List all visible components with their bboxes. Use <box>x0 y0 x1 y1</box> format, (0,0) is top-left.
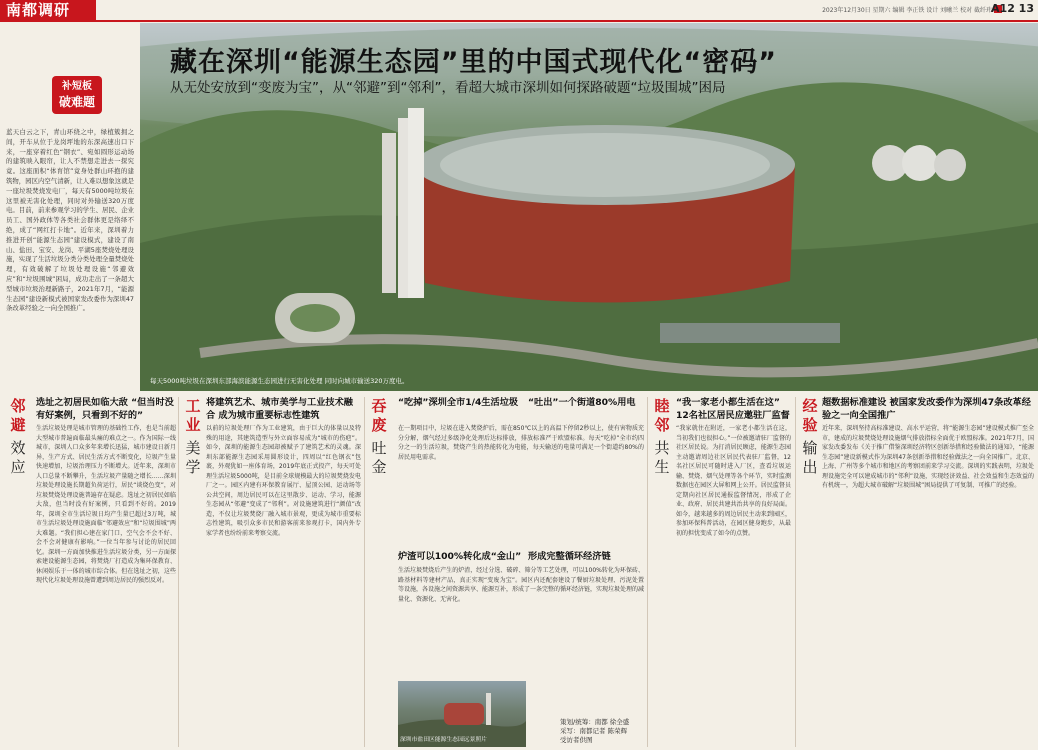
section-body-3a: 在一期项目中，垃圾在进入焚烧炉后，需在850℃以上的高温下停留2秒以上，使有害物质充分分解，烟气经过多级净化处理后达标排放，排放标准严于欧盟标准。每天“吃掉”全市约四分之一的生活垃圾，焚烧产生的热能转化为电能，每天输送的电量可满足一个街道约80%的居民用电需求。 <box>398 425 644 461</box>
section-body-2: 以前的垃圾处理厂作为工业建筑，由于巨大的体量以及特殊的用途，其建筑造型与外立面容易成为“城市的伤疤”。如今，深圳的能源生态园却被赋予了建筑艺术的灵魂。深圳东部能源生态园采用圆形设计，四周以“红色钢衣”包裹，外观犹如一座体育场，2019年底正式投产，每天可处理生活垃圾5000吨，是目前全球规模最大的垃圾焚烧发电厂之一。园区内建有环保教育展厅、屋顶公园、运动场等公共空间，周边居民可以在这里散步、运动、学习，能源生态园从“邻避”变成了“邻利”。对设施建筑进行“颜值”改造，不仅让垃圾焚烧厂融入城市景观，更成为城市重要标志性建筑，吸引众多市民和游客前来参观打卡，国内外专家学者也纷纷前来考察交流。 <box>206 425 361 537</box>
section-title-4: “我一家老小都生活在这” 12名社区居民应邀驻厂监督 <box>676 397 790 421</box>
inset-photo <box>398 681 526 747</box>
header-info: 2023年12月30日 星期六 编辑 李正铁 设计 刘曦兰 校对 截纤玮 <box>822 7 992 14</box>
column-divider <box>364 397 365 747</box>
section-title-3b: “吐出”一个街道80%用电 <box>528 397 636 408</box>
section-body-4: “我家就住在附近，一家老小都生活在这，当初我们也很担心。”一位被邀请驻厂监督的社区居民说。为打消居民顾虑，能源生态园主动邀请周边社区居民代表驻厂监督，12名社区居民可随时进入厂区，查看垃圾运输、焚烧、烟气处理等各个环节，实时监测数据也在园区大屏和网上公开。居民监督员定期向社区居民通报监督情况，形成了企业、政府、居民共建共治共享的良好局面。如今，越来越多的周边居民主动来到园区，参加环保科普活动，在园区健身跑步，从最初的担忧变成了如今的点赞。 <box>676 425 791 537</box>
section-subtitle-3b: 形成完整循环经济链 <box>528 551 611 562</box>
column-divider <box>795 397 796 747</box>
series-badge <box>52 76 102 114</box>
section-label-4: 睦邻 共生 <box>654 397 670 476</box>
section-masthead: 南都调研 <box>0 0 96 20</box>
section-label-3: 吞废 吐金 <box>371 397 387 476</box>
section-label-5: 经验 输出 <box>802 397 818 476</box>
section-title-1: 选址之初居民如临大敌 “但当时没有好案例，只看到不好的” <box>36 397 174 421</box>
section-body-3b: 生活垃圾焚烧后产生的炉渣，经过分选、破碎、筛分等工艺处理，可以100%转化为环保砖、路基材料等建材产品，真正实现“变废为宝”。园区内还配套建设了餐厨垃圾处理、污泥处置等设施，各设施之间资源共享、能源互补，形成了一条完整的循环经济链，实现垃圾处理的减量化、资源化、无害化。 <box>398 567 644 603</box>
section-body-5: 近年来，深圳坚持高标准建设、高水平运营，将“能源生态园”建设模式推广至全市，建成的垃圾焚烧处理设施烟气排放指标全面优于欧盟标准。2021年7月，国家发改委发布《关于推广借鉴深圳经济特区创新举措和经验做法的通知》，“能源生态园”建设新模式作为深圳47条创新举措和经验做法之一向全国推广。北京、上海、广州等多个城市和地区的考察团前来学习交流。深圳的实践表明，垃圾处理设施完全可以建成城市的“邻利”设施，实现经济效益、社会效益和生态效益的有机统一，为超大城市破解“垃圾围城”困局提供了可复制、可推广的经验。 <box>822 425 1034 489</box>
header-rule <box>0 20 1038 22</box>
section-title-5: 超数据标准建设 被国家发改委作为深圳47条改革经验之一向全国推广 <box>822 397 1031 421</box>
credits: 策划/统筹：南都 徐全盛 采写：南都记者 陈荣辉 受访者供图 <box>560 718 630 744</box>
badge-line2: 破难题 <box>58 95 95 109</box>
section-subtitle-3a: 炉渣可以100%转化成“金山” <box>398 551 522 562</box>
column-divider <box>178 397 179 747</box>
intro-text: 蓝天白云之下，青山环绕之中，绿植簇拥之间，开车从位于龙岗坪地的东深高速出口下来，一座穿着红色“钢衣”、宛如圆形运动场的建筑映入眼帘，让人不禁想走进去一探究竟。这座面积“体育馆”竟身处群山环抱的建筑物，园区内空气清新，让人难以想象这就是一座垃圾焚烧发电厂，每天有5000吨垃圾在这里被无害化处理，同时对外输送320万度电。目前，前来参观学习的学生、居民、企业员工、国外政体等各类社会群体更是络绎不绝，成了“网红打卡地”。近年来，深圳着力推进开创“能源生态园”建设模式，建设了南山、盐田、宝安、龙岗、平湖5座焚烧处理设施，实现了生活垃圾分类分类处理全量焚烧处理，有效破解了垃圾处理设施“邻避效应”和“垃圾围城”困局，成功走出了一条超大型城市垃圾治理新路子，2021年7月，“能源生态园”建设新模式被国家发改委作为深圳47条改革经验之一向全国推广。 <box>6 128 134 313</box>
hero-caption: 每天5000吨垃圾在深圳东部海滨能源生态园进行无害化处理 同时向城市输送320万度电。 <box>150 377 409 385</box>
column-divider <box>647 397 648 747</box>
section-body-1: 生活垃圾处理是城市管理的基础性工作，也是当前超大型城市普遍面临最头痛的难点之一。作为国际一线城市，深圳人口众多年来增长迅猛，城市建设日新月异，生产方式、居民生活方式不断变化，垃圾产生量快速增加，垃圾治理压力不断增大。近年来，深圳市人口总量不断攀升，生活垃圾产量随之增长……深圳垃圾处理设施长期超负荷运行，居民“谈烧色变”，对垃圾焚烧处理设施普遍存在疑虑。选址之初居民如临大敌，但当时没有好案例，只看到不好的。2019年，深圳全市生活垃圾日均产生量已超过3万吨，城市生活垃圾处理设施面临“邻避效应”和“垃圾围城”两大难题。“我们担心建在家门口，空气会不会不好、会不会对健康有影响。”一位当年参与讨论的居民回忆。深圳一方面加快推进生活垃圾分类，另一方面探索建设能源生态园，将焚烧厂打造成为集环保教育、休闲娱乐于一体的城市综合体。但在选址之初，这些现代化垃圾处理设施曾遭到周边居民的强烈反对。 <box>36 425 176 584</box>
inset-caption: 深圳市盐田区能源生态园远景照片 <box>400 737 487 743</box>
badge-line1: 补短板 <box>62 81 92 92</box>
section-title-2: 将建筑艺术、城市美学与工业技术融合 成为城市重要标志性建筑 <box>206 397 353 421</box>
section-label-2: 工业 美学 <box>185 397 201 476</box>
section-title-3a: “吃掉”深圳全市1/4生活垃圾 <box>398 397 519 408</box>
page-number: A12 13 <box>991 2 1034 15</box>
section-label-1: 邻避 效应 <box>10 397 26 476</box>
main-subhead: 从无处安放到“变废为宝”，从“邻避”到“邻利”，看超大城市深圳如何探路破题“垃圾围城”困局 <box>170 80 726 96</box>
page-header <box>0 0 1038 20</box>
main-headline: 藏在深圳“能源生态园”里的中国式现代化“密码” <box>170 47 777 78</box>
